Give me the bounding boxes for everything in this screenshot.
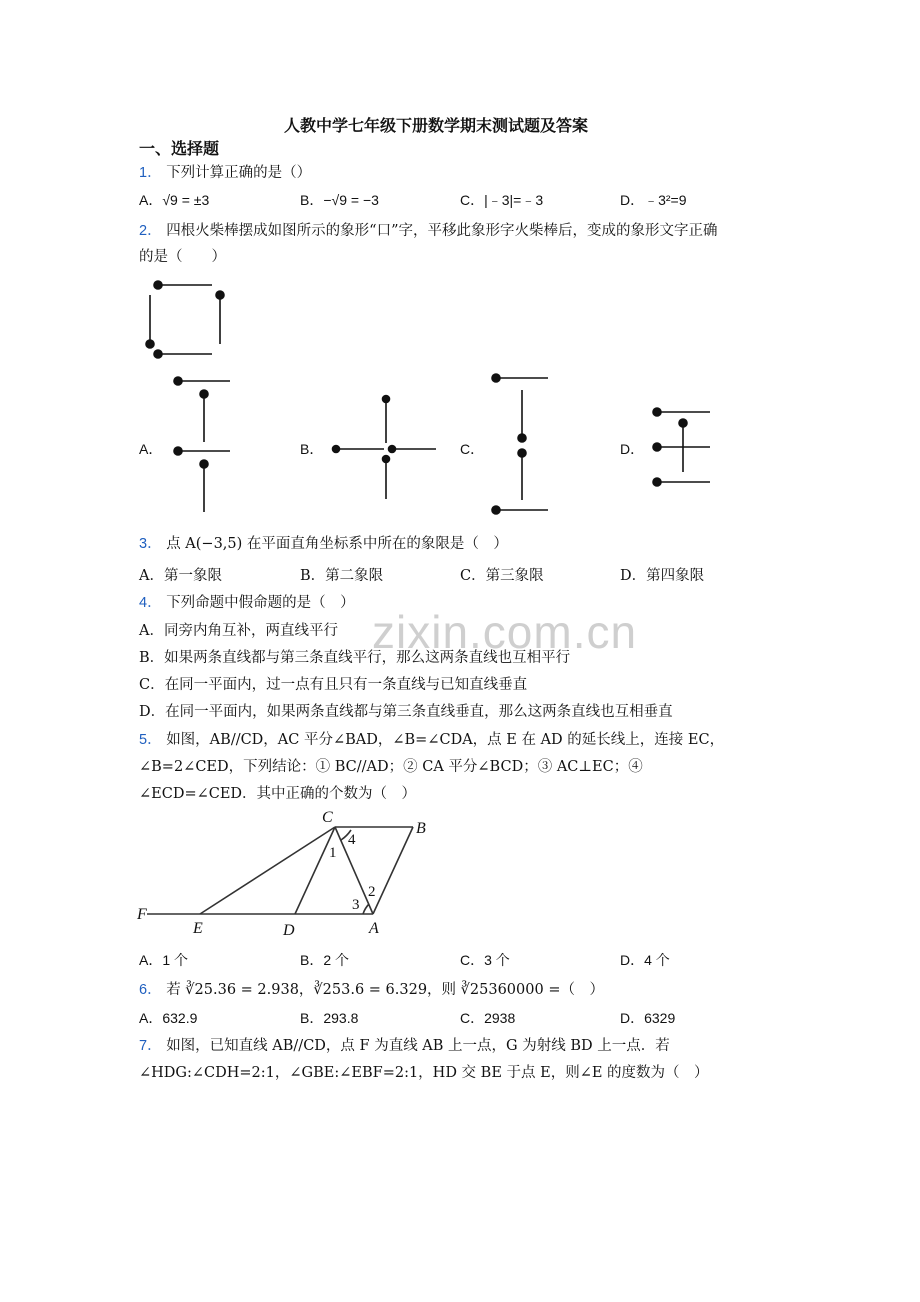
question-number: 2． [139, 223, 162, 239]
question-stem: 下列命题中假命题的是（ ） [166, 595, 355, 611]
label-C: C [322, 809, 333, 826]
watermark: zixin.com.cn [372, 606, 638, 658]
label-F: F [137, 906, 147, 923]
option-2a-figure [170, 372, 240, 517]
option-6b: B．293.8 [300, 1010, 359, 1026]
question-1 [139, 161, 311, 182]
question-6 [139, 978, 604, 999]
option-2b-figure [330, 393, 440, 503]
option-2c: C． [460, 441, 485, 457]
angle-label-2: 2 [368, 884, 376, 900]
option-1a: A．√9 = ±3 [139, 192, 210, 208]
option-5b: B．2 个 [300, 952, 350, 968]
label-B: B [416, 820, 426, 837]
option-6a: A．632.9 [139, 1010, 198, 1026]
option-1d: D．﹣3²=9 [620, 192, 687, 208]
option-2d: D． [620, 441, 645, 457]
question-7 [139, 1034, 670, 1055]
question-5 [139, 728, 724, 749]
option-4c: C．在同一平面内，过一点有且只有一条直线与已知直线垂直 [139, 677, 528, 693]
option-1c: C．|﹣3|=﹣3 [460, 192, 544, 208]
option-4d: D．在同一平面内，如果两条直线都与第三条直线垂直，那么这两条直线也互相垂直 [139, 704, 673, 720]
question-number: 7． [139, 1038, 162, 1054]
option-5c: C．3 个 [460, 952, 510, 968]
option-2a: A． [139, 441, 163, 457]
option-1b: B．−√9 = −3 [300, 192, 379, 208]
option-5a: A．1 个 [139, 952, 189, 968]
question-number: 4． [139, 595, 162, 611]
question-4 [139, 591, 355, 612]
option-2c-figure [490, 372, 560, 517]
geometry-figure-q5 [135, 806, 435, 939]
question-2-cont: 的是（ ） [139, 249, 226, 265]
option-3a: A．第一象限 [139, 568, 222, 584]
question-number: 3． [139, 536, 162, 552]
option-2b: B． [300, 441, 324, 457]
question-number: 1． [139, 165, 162, 181]
label-D: D [283, 922, 295, 939]
question-2 [139, 219, 718, 240]
option-3c: C．第三象限 [460, 568, 544, 584]
page-title: 人教中学七年级下册数学期末测试题及答案 [284, 116, 589, 135]
label-A: A [369, 920, 379, 937]
question-stem-line1: 如图，AB//CD，AC 平分∠BAD，∠B=∠CDA，点 E 在 AD 的延长线上，连接 EC， [166, 732, 725, 748]
question-stem: 若 ∛25.36 = 2.938，∛253.6 = 6.329，则 ∛25360000 =（ ） [166, 982, 604, 998]
question-stem: 点 A(−3,5) 在平面直角坐标系中所在的象限是（ ） [166, 536, 508, 552]
question-stem: 下列计算正确的是（） [166, 165, 312, 181]
question-number: 5． [139, 732, 162, 748]
question-stem-line1: 如图，已知直线 AB//CD，点 F 为直线 AB 上一点，G 为射线 BD 上一点．若 [166, 1038, 670, 1054]
question-number: 6． [139, 982, 162, 998]
question-3 [139, 532, 508, 553]
question-7-line2: ∠HDG:∠CDH=2:1，∠GBE:∠EBF=2:1，HD 交 BE 于点 E，则∠E 的度数为（ ） [139, 1065, 709, 1081]
question-5-line2: ∠B=2∠CED，下列结论：① BC//AD；② CA 平分∠BCD；③ AC⊥EC；④ [139, 759, 643, 775]
matchstick-square-figure [140, 278, 240, 368]
option-4b: B．如果两条直线都与第三条直线平行，那么这两条直线也互相平行 [139, 650, 571, 666]
option-2d-figure [650, 402, 725, 492]
option-5d: D．4 个 [620, 952, 670, 968]
angle-label-4: 4 [348, 832, 356, 848]
label-E: E [193, 920, 203, 937]
question-stem: 四根火柴棒摆成如图所示的象形“口”字，平移此象形字火柴棒后，变成的象形文字正确 [166, 223, 718, 239]
option-6c: C．2938 [460, 1010, 516, 1026]
section-heading: 一、选择题 [139, 139, 220, 158]
option-3b: B．第二象限 [300, 568, 384, 584]
angle-label-3: 3 [352, 897, 360, 913]
option-3d: D．第四象限 [620, 568, 705, 584]
option-6d: D．6329 [620, 1010, 676, 1026]
question-5-line3: ∠ECD=∠CED．其中正确的个数为（ ） [139, 786, 417, 802]
angle-label-1: 1 [329, 845, 337, 861]
option-4a: A．同旁内角互补，两直线平行 [139, 623, 338, 639]
